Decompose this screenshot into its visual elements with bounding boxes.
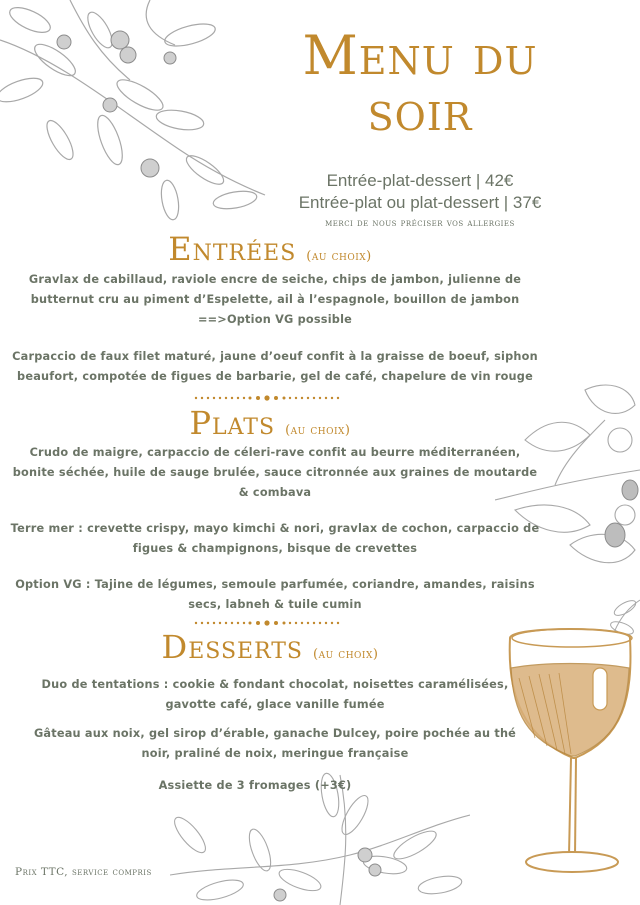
section-title: Plats xyxy=(189,404,276,442)
section-desserts-heading xyxy=(0,628,540,666)
footer-note: Prix TTC, service compris xyxy=(15,866,152,878)
menu-item: Terre mer : crevette crispy, mayo kimchi & nori, gravlax de cochon, carpaccio de figues & champignons, bisque de crevettes xyxy=(10,522,540,555)
section-subtitle: (au choix) xyxy=(313,647,379,662)
section-title: Desserts xyxy=(161,628,304,666)
section-title: Entrées xyxy=(168,230,297,268)
dotted-divider xyxy=(193,620,341,626)
price-full: Entrée-plat-dessert | 42€ xyxy=(326,171,514,190)
menu-item: Gravlax de cabillaud, raviole encre de seiche, chips de jambon, julienne de butternut cru au piment d’Espelette, ail à l’espagnole, bouillon de jambon ==>Option VG possible xyxy=(28,273,522,326)
menu-item: Carpaccio de faux filet maturé, jaune d’oeuf confit à la graisse de boeuf, siphon beaufort, compotée de figues de barbarie, gel de café, chapelure de vin rouge xyxy=(12,350,538,383)
menu-item: Duo de tentations : cookie & fondant chocolat, noisettes caramélisées, gavotte café, glace vanille fumée xyxy=(41,678,509,711)
menu-item: Option VG : Tajine de légumes, semoule parfumée, coriandre, amandes, raisins secs, labneh & tuile cumin xyxy=(15,578,535,611)
price-block xyxy=(250,170,590,229)
allergy-note: merci de nous préciser vos allergies xyxy=(325,218,515,229)
price-partial: Entrée-plat ou plat-dessert | 37€ xyxy=(298,193,542,212)
menu-item: Assiette de 3 fromages (+3€) xyxy=(158,779,352,792)
dotted-divider xyxy=(193,395,341,401)
menu-item: Crudo de maigre, carpaccio de céleri-rave confit au beurre méditerranéen, bonite séchée, huile de sauge brulée, sauce citronnée aux graines de moutarde & combava xyxy=(12,446,538,499)
section-subtitle: (au choix) xyxy=(306,249,372,264)
section-entrees-heading xyxy=(0,230,540,268)
section-subtitle: (au choix) xyxy=(285,423,351,438)
menu-title-line2: soir xyxy=(367,80,473,143)
menu-title-line1: Menu du xyxy=(302,24,538,87)
menu-title xyxy=(260,24,580,143)
section-plats-heading xyxy=(0,404,540,442)
menu-item: Gâteau aux noix, gel sirop d’érable, ganache Dulcey, poire pochée au thé noir, praliné de noix, meringue française xyxy=(33,727,517,760)
olive-branch-top-left-illustration xyxy=(0,0,270,230)
